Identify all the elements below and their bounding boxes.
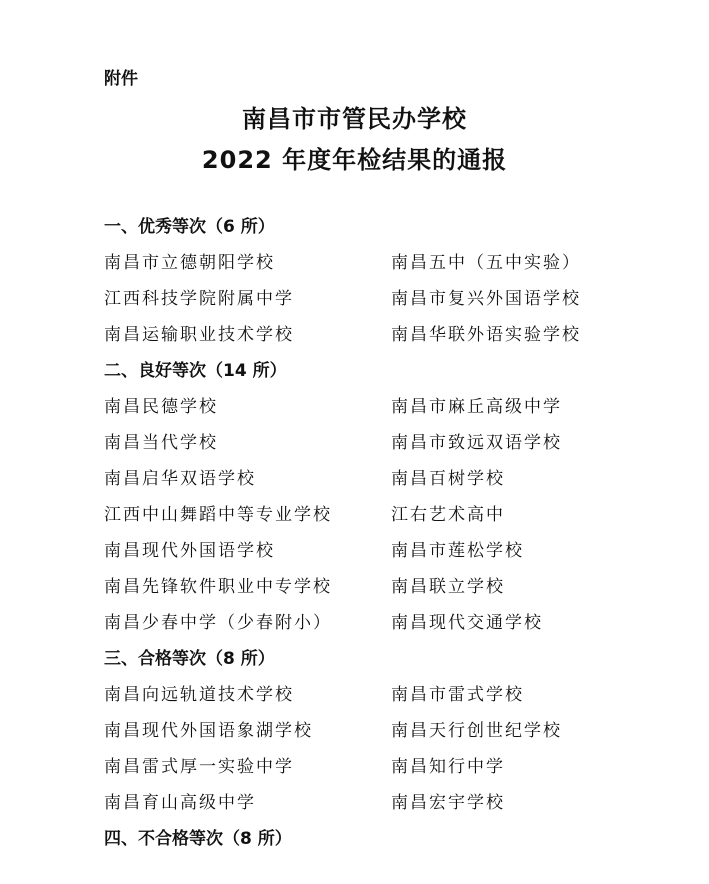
school-row [104,572,664,598]
school-name: 南昌现代外国语学校 [104,541,275,561]
school-name: 南昌启华双语学校 [104,469,256,489]
school-row [104,392,664,418]
school-row [104,320,664,346]
school-name: 江西中山舞蹈中等专业学校 [104,505,332,525]
school-row [104,716,664,742]
school-name: 南昌雷式厚一实验中学 [104,757,294,777]
section-heading-qualified: 三、合格等次（8 所） [104,649,275,669]
school-name: 南昌运输职业技术学校 [104,325,294,345]
school-name: 南昌市立德朝阳学校 [104,253,275,273]
school-name: 南昌市雷式学校 [391,685,524,705]
school-row [104,464,664,490]
school-name: 南昌联立学校 [391,577,505,597]
school-name: 南昌当代学校 [104,433,218,453]
school-name: 南昌五中（五中实验） [391,253,581,273]
school-name: 南昌天行创世纪学校 [391,721,562,741]
school-name: 南昌市致远双语学校 [391,433,562,453]
school-name: 南昌民德学校 [104,397,218,417]
school-row [104,608,664,634]
school-row [104,788,664,814]
school-name: 南昌宏宇学校 [391,793,505,813]
section-heading-unqualified: 四、不合格等次（8 所） [104,829,292,849]
attachment-label: 附件 [104,69,138,89]
school-row [104,248,664,274]
school-name: 江西科技学院附属中学 [104,289,294,309]
school-row [104,284,664,310]
school-name: 南昌育山高级中学 [104,793,256,813]
school-name: 南昌现代外国语象湖学校 [104,721,313,741]
document-title-line-2: 2022 年度年检结果的通报 [201,146,508,174]
school-name: 南昌华联外语实验学校 [391,325,581,345]
school-name: 南昌现代交通学校 [391,613,543,633]
section-heading-excellent: 一、优秀等次（6 所） [104,217,275,237]
school-row [104,500,664,526]
school-name: 江右艺术高中 [391,505,505,525]
school-name: 南昌先锋软件职业中专学校 [104,577,332,597]
school-name: 南昌向远轨道技术学校 [104,685,294,705]
school-name: 南昌市莲松学校 [391,541,524,561]
document-title-line-1: 南昌市市管民办学校 [242,105,467,133]
school-name: 南昌市麻丘高级中学 [391,397,562,417]
school-row [104,536,664,562]
school-name: 南昌少春中学（少春附小） [104,613,332,633]
school-row [104,752,664,778]
school-row [104,680,664,706]
school-name: 南昌知行中学 [391,757,505,777]
school-row [104,428,664,454]
section-heading-good: 二、良好等次（14 所） [104,361,287,381]
school-name: 南昌市复兴外国语学校 [391,289,581,309]
school-name: 南昌百树学校 [391,469,505,489]
